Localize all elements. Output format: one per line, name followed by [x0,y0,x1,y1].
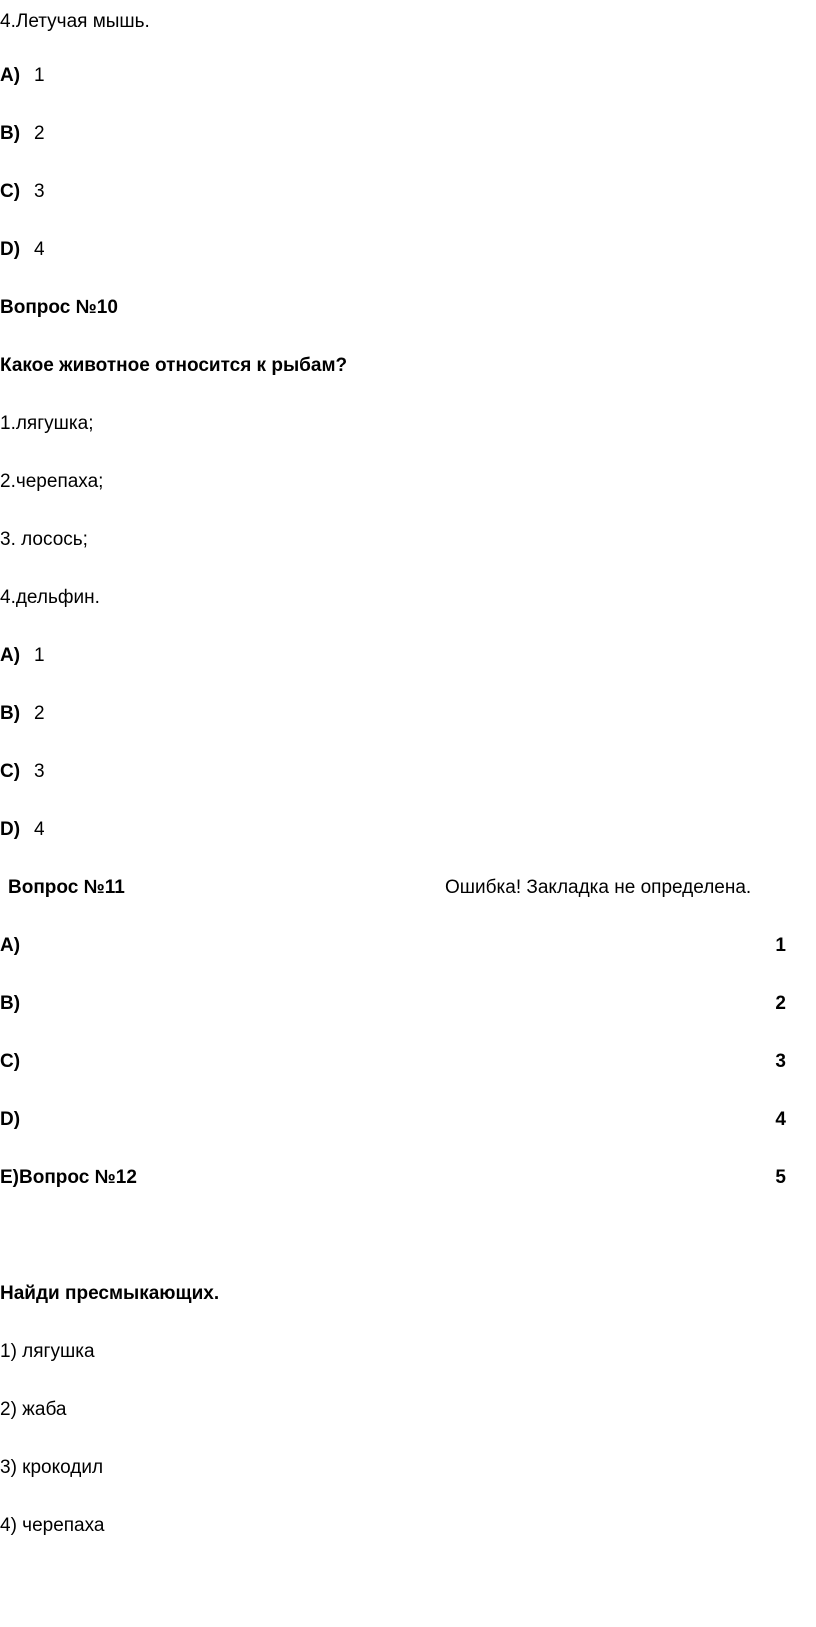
option-letter: A) [0,645,21,666]
option-letter: D) [0,819,21,840]
q9-option-b [0,122,45,146]
bookmark-error: Ошибка! Закладка не определена. [445,877,752,898]
toc-entry-a: A) [0,935,21,956]
q9-option-d [0,238,45,262]
q12-question: Найди пресмыкающих. [0,1283,220,1304]
q9-item-4: 4.Летучая мышь. [0,11,150,32]
q10-title: Вопрос №10 [0,297,118,318]
option-letter: C) [0,761,21,782]
toc-entry-b: B) [0,993,21,1014]
q10-item-2: 2.черепаха; [0,471,104,492]
option-value: 1 [34,65,45,86]
toc-page-number: 2 [775,993,786,1014]
option-value: 4 [34,819,45,840]
q9-option-c [0,180,45,204]
q10-option-c [0,760,45,784]
option-letter: B) [0,703,21,724]
q10-question: Какое животное относится к рыбам? [0,355,348,376]
option-value: 3 [34,761,45,782]
option-letter: B) [0,123,21,144]
toc-entry-e: E)Вопрос №12 [0,1167,137,1188]
q10-option-a [0,644,45,668]
option-value: 3 [34,181,45,202]
option-letter: C) [0,181,21,202]
toc-page-number: 3 [775,1051,786,1072]
option-letter: A) [0,65,21,86]
q12-item-3: 3) крокодил [0,1457,104,1478]
q10-option-b [0,702,45,726]
q10-item-3: 3. лосось; [0,529,88,550]
toc-page-number: 1 [775,935,786,956]
q12-item-1: 1) лягушка [0,1341,95,1362]
toc-page-number: 5 [775,1167,786,1188]
q9-option-a [0,64,45,88]
option-value: 1 [34,645,45,666]
toc-entry-d: D) [0,1109,21,1130]
toc-page-number: 4 [775,1109,786,1130]
q10-item-1: 1.лягушка; [0,413,94,434]
option-value: 4 [34,239,45,260]
q10-item-4: 4.дельфин. [0,587,100,608]
q11-title: Вопрос №11 [8,877,125,898]
q12-item-2: 2) жаба [0,1399,67,1420]
option-value: 2 [34,703,45,724]
option-value: 2 [34,123,45,144]
toc-entry-c: C) [0,1051,21,1072]
q10-option-d [0,818,45,842]
option-letter: D) [0,239,21,260]
q12-item-4: 4) черепаха [0,1515,105,1536]
